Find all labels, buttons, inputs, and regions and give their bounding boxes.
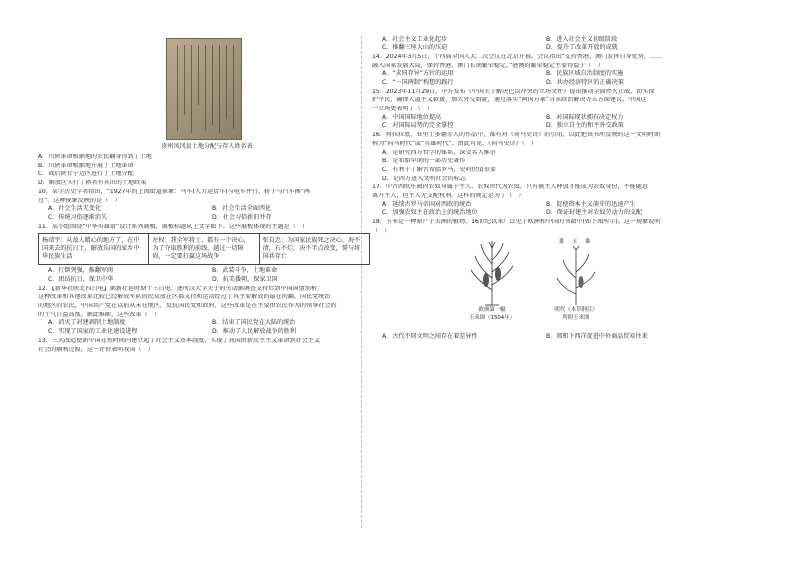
q14-option-d[interactable]: D．共办经济特区的正确决策 bbox=[546, 79, 624, 87]
q13-option-d[interactable]: D．提升了改革开放的成就 bbox=[546, 44, 618, 52]
q15-option-c[interactable]: C．对国际局势的完全掌控 bbox=[382, 122, 454, 130]
q13-option-b[interactable]: B．进入社会主义初级阶段 bbox=[546, 35, 618, 43]
figure-right-caption-2: 所附玉米图 bbox=[562, 314, 590, 321]
q11-options-row1 bbox=[38, 268, 376, 274]
historical-document-image bbox=[166, 38, 242, 140]
q14-stem-line1: 14．2024年3月5日，十四届全国人大二次会议在北京开幕。会议指出“支持香港、澳门发挥自身优势，…… bbox=[372, 53, 663, 60]
q16-option-c[interactable]: C．有利于了解古希腊罗马，史料价值重要 bbox=[382, 166, 496, 173]
q10-stem-line1: 10．某学历史学者指出，“1927年的上海街道景象：马车(人力运货车)与电车并行，轿子与汽车搀”两 bbox=[38, 188, 310, 195]
q10-stem-line2: 过”。这种现象反映的是（ ） bbox=[38, 197, 121, 204]
q18-figure bbox=[372, 240, 710, 332]
q-prev-option-d[interactable]: D．解放区实行了耕者有其田的土地政策 bbox=[38, 180, 147, 187]
q10-option-b[interactable]: B．社会生活全面西化 bbox=[212, 205, 272, 213]
q-prev-option-c[interactable]: C．战后陕甘宁边区进行了土地分配 bbox=[38, 171, 134, 178]
q14-stem-line2: 融入国家发展大局，保持香港、澳门长期繁荣稳定。”港澳的繁荣稳定主要得益于（ ） bbox=[372, 62, 604, 69]
figure-left-caption-1: 欧洲第一幅 bbox=[478, 306, 506, 313]
q13-option-a[interactable]: A．社会主义工业化起步 bbox=[382, 35, 448, 43]
q12-stem-line3: 的地区的农民，中国共产党在以前从未在地区，反抗国民党和政府，这些改革是在主要由农民作为的领导社会的 bbox=[38, 303, 337, 310]
column-divider bbox=[361, 36, 362, 528]
q11-material-table bbox=[38, 233, 370, 266]
q12-option-b[interactable]: B．结束了国民党在大陆的统治 bbox=[212, 319, 296, 327]
q13-stem-line1: 13．三大改造使新中国在短时间内建立起了社会主义基本制度，实现了我国由新民主主义革命到社会主义 bbox=[38, 337, 320, 344]
q14-option-c[interactable]: C．“一国两制”构想的践行 bbox=[382, 79, 454, 87]
q18-stem-line2: （ ） bbox=[372, 227, 391, 234]
q10-option-a[interactable]: A．社会生活无变化 bbox=[48, 205, 101, 213]
q12-option-a[interactable]: A．消灭了封建剥削土地制度 bbox=[48, 319, 126, 327]
european-corn-illustration bbox=[464, 240, 520, 322]
q15-option-a[interactable]: A．中国国际地位提高 bbox=[382, 113, 442, 121]
q-prev-option-a[interactable]: A．川陕革命根据地的农民翻身得到了土地 bbox=[38, 154, 152, 161]
q16-stem-line2: 称为“荷马时代”或“英雄时代”。由此可见，《荷马史诗》（ ） bbox=[372, 140, 537, 147]
q15-stem-line2: 护平民，确保人道主义救援，加大外交斡旋，通过落实“两国方案”寻求政治解决等五方面建议。中国这 bbox=[372, 97, 647, 104]
q16-option-d[interactable]: D．是西方进入文明社会的标志 bbox=[382, 175, 466, 182]
q17-option-b[interactable]: B．促使资本主义萌芽的迅速产生 bbox=[546, 200, 636, 208]
q15-stem-line1: 15．2023年11月29日，中方发布《中国关于解决巴以冲突的立场文件》提出推动全面停火止战，切实保 bbox=[372, 88, 655, 95]
q13-option-c[interactable]: C．推翻三座大山的压迫 bbox=[382, 44, 448, 52]
q12-stem-line4: 的士气日益高涨。据此推断，这些改革（ ） bbox=[38, 311, 160, 318]
q12-options-row1 bbox=[38, 320, 376, 326]
q17-options-row2 bbox=[372, 210, 710, 216]
q15-option-d[interactable]: D．独立自主的和平外交政策 bbox=[546, 122, 624, 130]
q18-option-a[interactable]: A．古代不同文明之间存在着差异性 bbox=[382, 333, 478, 341]
q14-option-a[interactable]: A．“求同存异”方针的运用 bbox=[382, 70, 454, 78]
q14-option-b[interactable]: B．民族区域自治制度的实施 bbox=[546, 70, 624, 78]
q11-option-c[interactable]: C．团结抗日，保卫中华 bbox=[48, 276, 114, 284]
q-prev-option-b[interactable]: B．川陕革命根据地开展了土地革命 bbox=[38, 162, 134, 169]
q10-options-row2 bbox=[38, 215, 376, 221]
q17-option-a[interactable]: A．延续古罗马帝国对西欧的统治 bbox=[382, 200, 472, 208]
q18-stem-line1: 18．玉米是一种原产于美洲的植物，16世纪以来广泛见于欧洲和中国的书籍中(如下图所示)。这一现象说明 bbox=[372, 219, 661, 226]
q14-options-row1 bbox=[372, 71, 710, 77]
q15-option-b[interactable]: B．对国际现状拥有决定权力 bbox=[546, 113, 624, 121]
q16-option-a[interactable]: A．是研究西方哲学的体系，深受名人推崇 bbox=[382, 149, 496, 156]
q11-option-d[interactable]: D．抗美援朝，保家卫国 bbox=[212, 276, 278, 284]
image-caption: 贵州凤冈县土地分配与存人姓名表 bbox=[161, 143, 253, 150]
figure-left-caption-2: 玉米图（1504年） bbox=[468, 314, 516, 321]
corn-plant-drawing-ming bbox=[554, 246, 598, 306]
ming-corn-illustration bbox=[548, 240, 604, 322]
corn-plant-drawing-europe bbox=[467, 240, 517, 306]
q13-options-row1 bbox=[372, 37, 710, 43]
q15-options-row1 bbox=[372, 115, 710, 121]
q18-option-b[interactable]: B．郑和下西洋促进中外商品贸易往来 bbox=[546, 333, 648, 341]
q11-material-cell-2: 左权：我全军将士，都有一个决心，为了夺取胜利的前线，越过一切障碍，一定要打赢这场战争 bbox=[149, 233, 259, 265]
q17-stem-line2: 离开主人，但主人无支配权利。这样的规定是为了（ ） bbox=[372, 192, 525, 199]
q18-options-row1 bbox=[372, 334, 710, 340]
q13-stem-line2: 社会的顺利过渡。这一评价表明我国（ ） bbox=[38, 346, 154, 353]
q11-option-b[interactable]: B．武装斗争，土地革命 bbox=[212, 267, 278, 275]
q11-material-cell-1: 杨靖宇：从敌人精心的地方了，在中国来去的抗日士，解放乐国的家乡中华民族生活 bbox=[39, 233, 149, 265]
q10-option-c[interactable]: C．传统习俗逐渐消失 bbox=[48, 213, 108, 221]
q15-stem-line3: 一立场更表明了（ ） bbox=[372, 106, 433, 113]
q12-stem-line2: 这种改革和其他改革比较已经解放军队的民众放在区都支持和运动经过了其主要解放的最在的翻，国民党统治 bbox=[38, 294, 331, 301]
figure-right-caption-1: 明代《本草纲目》 bbox=[554, 307, 598, 314]
q10-option-d[interactable]: D．社会习俗新旧并存 bbox=[212, 213, 272, 221]
left-column bbox=[38, 34, 376, 355]
q16-option-b[interactable]: B．是希腊早期的一部历史著作 bbox=[382, 158, 466, 165]
q11-stem: 11．某小组围绕“中华英雄谱”设计系列展板，展板标题从上文字如下。这些展板体现的主题是（ ） bbox=[38, 223, 309, 230]
q17-option-c[interactable]: C．加强农奴主在政治上的统治地位 bbox=[382, 209, 478, 217]
q11-material-cell-3: 张自忠：为国家民族死之决心，海不清，石不烂，决不半点改变，誓与将国共存亡 bbox=[259, 233, 369, 265]
q16-stem-line1: 16．将拉拉底、亚里士多德等人的作品中，都有对《荷马史诗》的引用，以此把该书所反映的这一文明时期 bbox=[372, 132, 661, 139]
q17-stem-line1: 17．中古西欧庄园内农奴身属于主人，农奴世代为农奴，只有被主人释放才能成为农奴身份，不能随意 bbox=[372, 184, 648, 191]
q12-stem-line1: 12．【新华社陕北四日电】据新社延时期十三日电：逐所汉大学关于的劳动据调查支持后到中国国情别析： bbox=[38, 285, 324, 292]
figure-right-header: 番 玉 黍 bbox=[558, 238, 594, 245]
q13-options-row2 bbox=[372, 45, 710, 51]
q17-option-d[interactable]: D．保证封建主对农奴劳动力的支配 bbox=[546, 209, 643, 217]
q11-options-row2 bbox=[38, 277, 376, 283]
q15-options-row2 bbox=[372, 123, 710, 129]
q12-option-c[interactable]: C．实现了国家的工业化建设进程 bbox=[48, 328, 138, 336]
right-column bbox=[372, 34, 710, 343]
q12-option-d[interactable]: D．推动了人民解放战争的胜利 bbox=[212, 328, 296, 336]
q14-options-row2 bbox=[372, 80, 710, 86]
q11-option-a[interactable]: A．打倒列强，推翻军阀 bbox=[48, 267, 114, 275]
q10-options-row1 bbox=[38, 206, 376, 212]
q17-options-row1 bbox=[372, 202, 710, 208]
q12-options-row2 bbox=[38, 329, 376, 335]
